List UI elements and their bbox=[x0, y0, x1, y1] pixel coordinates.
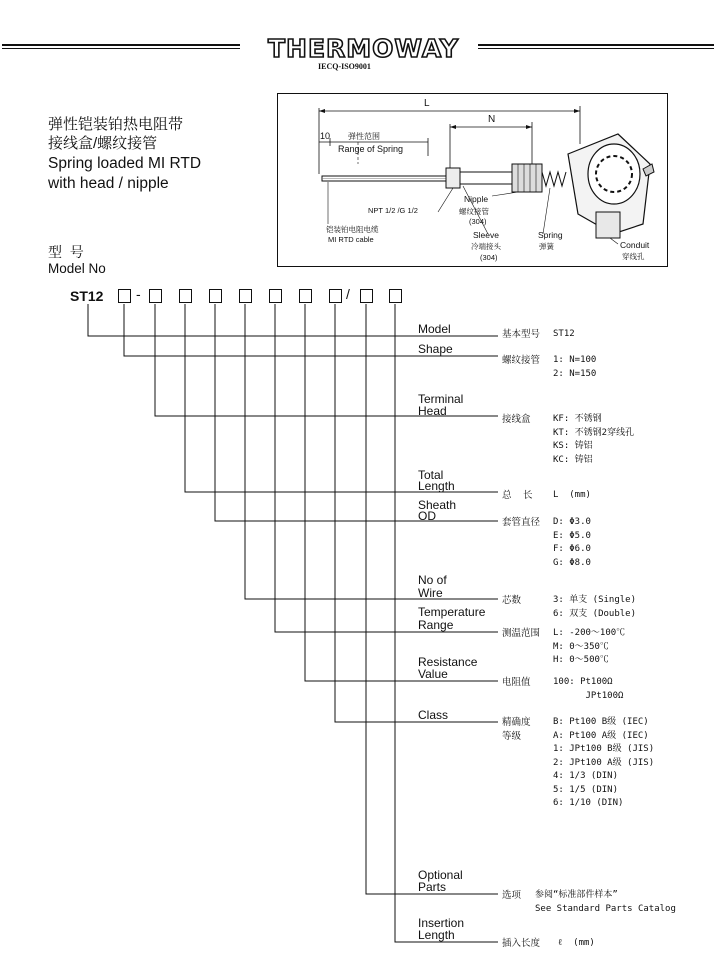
spring-cn: 弹簧 bbox=[539, 242, 554, 251]
nipple-en: Nipple bbox=[464, 194, 489, 204]
title-cn-line1: 弹性铠装铂热电阻带 bbox=[48, 116, 184, 133]
field-options-optional-parts: 参阅“标准部件样本” See Standard Parts Catalog bbox=[535, 890, 676, 914]
dimension-10-label: 10 bbox=[320, 131, 331, 141]
field-options-model: ST12 bbox=[553, 329, 575, 339]
field-options-total-length: L (mm) bbox=[553, 490, 591, 500]
model-code: ST12 bbox=[70, 288, 104, 304]
field-label-shape: Shape bbox=[418, 342, 453, 356]
dimension-N-label: N bbox=[488, 114, 496, 125]
field-label-optional: Optional bbox=[418, 868, 463, 882]
model-no-cn: 型 号 bbox=[48, 244, 84, 260]
cable-cn: 铠装铂电阻电缆 bbox=[326, 225, 379, 234]
field-label-class: Class bbox=[418, 708, 449, 722]
field-label-total: Total bbox=[418, 468, 444, 482]
field-label-head: Head bbox=[418, 404, 447, 418]
title-en-line2: with head / nipple bbox=[48, 175, 169, 192]
field-cn-no-of-wire: 芯数 bbox=[502, 595, 522, 606]
sleeve-material: (304) bbox=[480, 253, 498, 262]
code-slash: / bbox=[346, 286, 350, 302]
field-cn-temperature-range: 测温范围 bbox=[502, 628, 541, 639]
spring-en: Spring bbox=[538, 230, 563, 240]
nipple-cn: 螺纹接管 bbox=[459, 207, 489, 216]
cable-en: MI RTD cable bbox=[328, 235, 374, 244]
field-label-sheath: Sheath bbox=[418, 498, 457, 512]
field-label-terminal: Terminal bbox=[418, 392, 464, 406]
code-dash: - bbox=[136, 286, 141, 302]
field-label-wire: Wire bbox=[418, 586, 443, 600]
field-cn-sheath-od: 套管直径 bbox=[502, 517, 541, 528]
title-cn-line2: 接线盒/螺纹接管 bbox=[48, 135, 158, 152]
model-no-en: Model No bbox=[48, 261, 106, 276]
field-label-range: Range bbox=[418, 618, 454, 632]
field-options-shape: 1: N=100 2: N=150 bbox=[553, 355, 597, 379]
field-label-insertion-length: Length bbox=[418, 928, 455, 942]
field-label-insertion: Insertion bbox=[418, 916, 465, 930]
field-label-length: Length bbox=[418, 479, 455, 493]
field-options-class: B: Pt100 B级 (IEC) A: Pt100 A级 (IEC) 1: JPt100 B级 (JIS) 2: JPt100 A级 (JIS) 4: 1/3 (DIN) 5: 1/5 (DIN) 6: 1/10 (DIN) bbox=[553, 717, 655, 808]
field-cn-resistance-value: 电阻值 bbox=[502, 677, 531, 688]
field-cn-shape: 螺纹接管 bbox=[502, 355, 541, 366]
field-label-temperature: Temperature bbox=[418, 605, 486, 619]
field-label-resistance: Resistance bbox=[418, 655, 478, 669]
conduit-cn: 穿线孔 bbox=[622, 252, 645, 261]
field-label-no-of: No of bbox=[418, 573, 447, 587]
field-options-no-of-wire: 3: 单支 (Single) 6: 双支 (Double) bbox=[553, 595, 637, 619]
field-cn-total-length: 总 长 bbox=[502, 490, 533, 501]
field-cn-terminal-head: 接线盒 bbox=[502, 414, 531, 425]
certification-label: IECQ-ISO9001 bbox=[318, 62, 371, 71]
conduit-en: Conduit bbox=[620, 240, 650, 250]
field-options-insertion-length: ℓ (mm) bbox=[558, 938, 595, 948]
sleeve-en: Sleeve bbox=[473, 230, 499, 240]
field-label-value: Value bbox=[418, 667, 448, 681]
field-label-model: Model bbox=[418, 322, 451, 336]
field-label-od: OD bbox=[418, 509, 436, 523]
dimension-L-label: L bbox=[424, 98, 430, 109]
sleeve-cn: 冷端接头 bbox=[471, 242, 501, 251]
range-spring-en: Range of Spring bbox=[338, 144, 404, 154]
field-cn-optional-parts: 选项 bbox=[502, 890, 522, 901]
nipple-material: (304) bbox=[469, 217, 487, 226]
field-cn-model: 基本型号 bbox=[502, 329, 541, 340]
brand-logo: THERMOWAY bbox=[268, 34, 459, 63]
title-en-line1: Spring loaded MI RTD bbox=[48, 155, 202, 172]
field-label-parts: Parts bbox=[418, 880, 447, 894]
field-options-resistance-value: 100: Pt100Ω JPt100Ω bbox=[553, 677, 624, 701]
field-options-sheath-od: D: Φ3.0 E: Φ5.0 F: Φ6.0 G: Φ8.0 bbox=[553, 517, 591, 568]
thread-label: NPT 1/2 /G 1/2 bbox=[368, 206, 418, 215]
field-cn-class: 精确度 等级 bbox=[502, 717, 531, 742]
field-cn-insertion-length: 插入长度 bbox=[502, 938, 541, 949]
field-options-terminal-head: KF: 不锈钢 KT: 不锈钢2穿线孔 KS: 铸铝 KC: 铸铝 bbox=[553, 414, 635, 465]
range-spring-cn: 弹性范围 bbox=[348, 132, 380, 141]
field-options-temperature-range: L: -200～100℃ M: 0～350℃ H: 0～500℃ bbox=[553, 628, 626, 665]
